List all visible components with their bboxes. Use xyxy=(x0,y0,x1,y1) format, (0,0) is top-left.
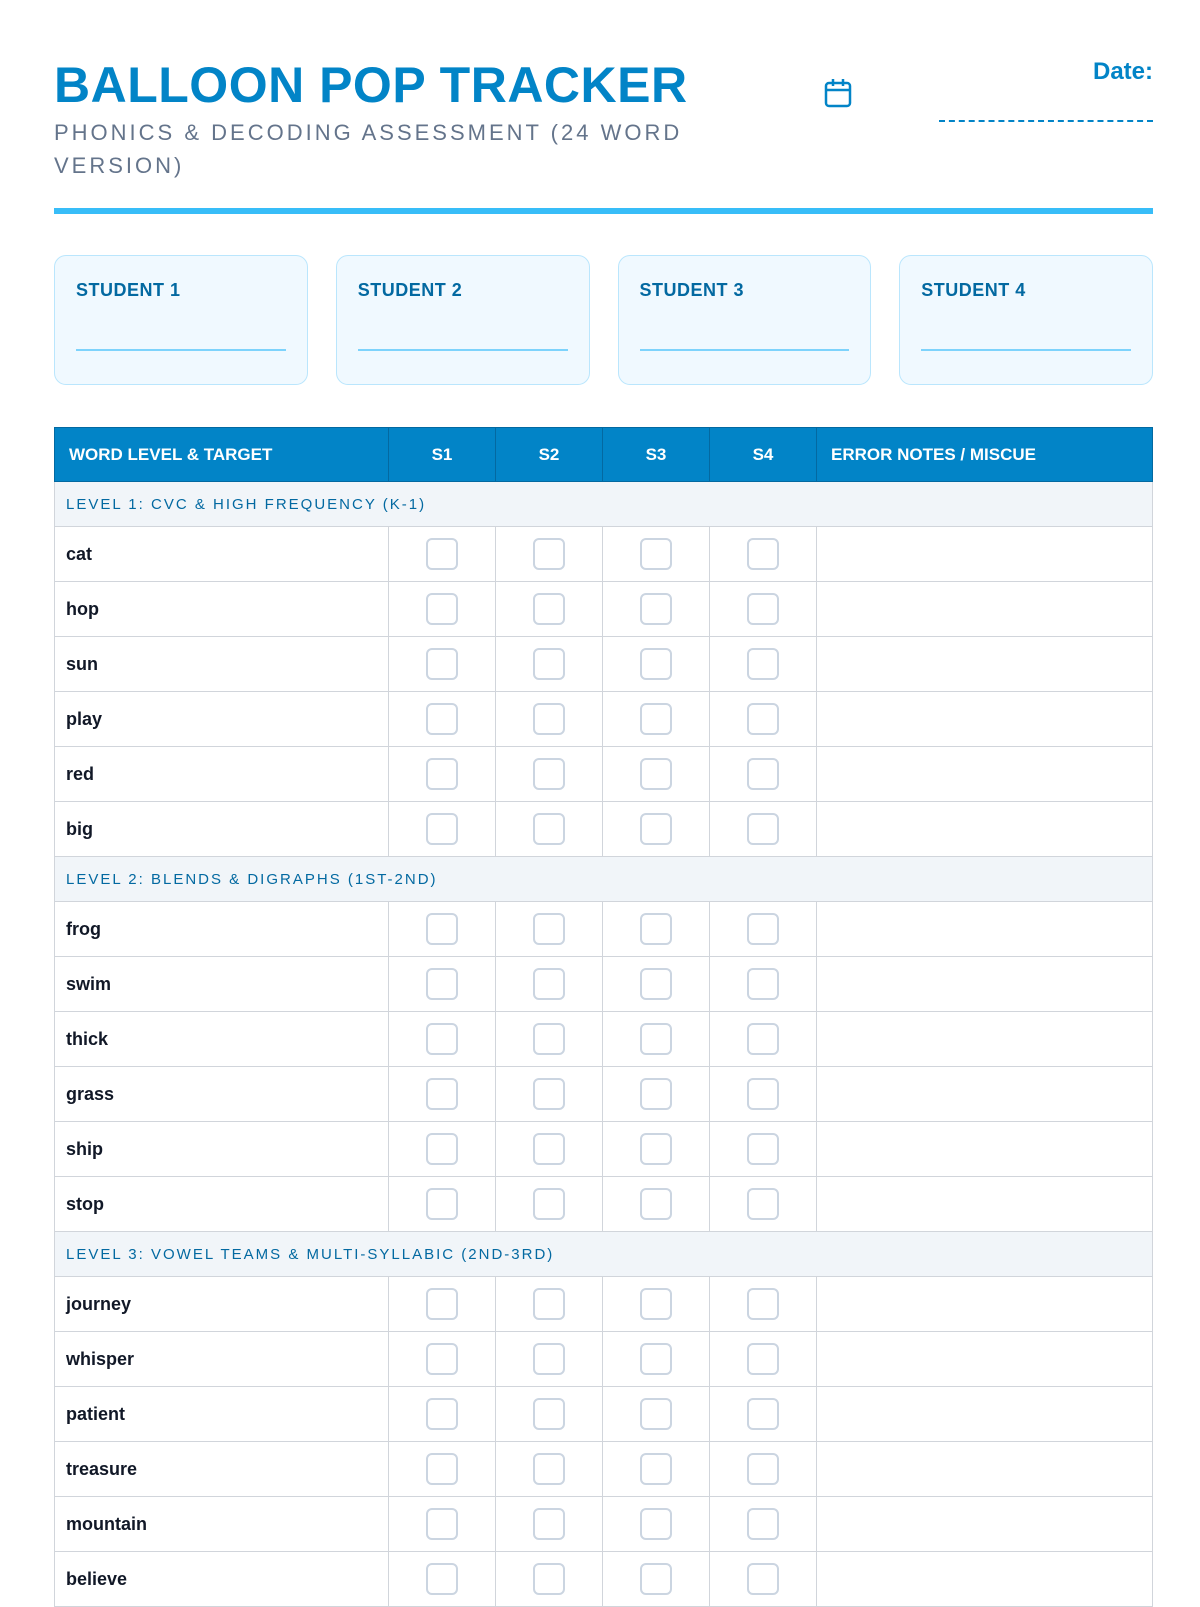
student-2-checkbox[interactable] xyxy=(533,813,565,845)
student-2-checkbox[interactable] xyxy=(533,1563,565,1595)
student-3-checkbox[interactable] xyxy=(640,1398,672,1430)
table-row xyxy=(55,1067,1153,1122)
error-notes-cell[interactable] xyxy=(817,1332,1153,1387)
student-1-checkbox[interactable] xyxy=(426,1563,458,1595)
date-label: Date: xyxy=(1092,58,1153,85)
calendar-icon xyxy=(824,78,852,108)
student-2-checkbox[interactable] xyxy=(533,968,565,1000)
target-word: journey xyxy=(55,1277,389,1332)
table-row xyxy=(55,802,1153,857)
student-2-checkbox[interactable] xyxy=(533,648,565,680)
student-cards xyxy=(54,255,1153,385)
student-name-field[interactable] xyxy=(640,349,850,351)
column-header: WORD LEVEL & TARGET xyxy=(55,428,389,482)
column-header: ERROR NOTES / MISCUE xyxy=(817,428,1153,482)
target-word: mountain xyxy=(55,1497,389,1552)
table-row xyxy=(55,1177,1153,1232)
error-notes-cell[interactable] xyxy=(817,1122,1153,1177)
student-2-checkbox[interactable] xyxy=(533,1453,565,1485)
student-label: STUDENT 3 xyxy=(639,280,745,300)
student-1-checkbox[interactable] xyxy=(426,703,458,735)
section-label: LEVEL 2: BLENDS & DIGRAPHS (1ST-2ND) xyxy=(55,857,1153,902)
student-2-checkbox[interactable] xyxy=(533,1133,565,1165)
error-notes-cell[interactable] xyxy=(817,1277,1153,1332)
section-row xyxy=(55,857,1153,902)
student-3-checkbox[interactable] xyxy=(640,648,672,680)
student-4-checkbox[interactable] xyxy=(747,1398,779,1430)
student-name-field[interactable] xyxy=(76,349,286,351)
error-notes-cell[interactable] xyxy=(817,637,1153,692)
error-notes-cell[interactable] xyxy=(817,692,1153,747)
target-word: play xyxy=(55,692,389,747)
table-row xyxy=(55,747,1153,802)
student-4-checkbox[interactable] xyxy=(747,703,779,735)
student-4-checkbox[interactable] xyxy=(747,538,779,570)
column-header: S2 xyxy=(496,428,603,482)
table-row xyxy=(55,1497,1153,1552)
student-4-checkbox[interactable] xyxy=(747,1508,779,1540)
student-4-checkbox[interactable] xyxy=(747,593,779,625)
student-4-checkbox[interactable] xyxy=(747,813,779,845)
error-notes-cell[interactable] xyxy=(817,1442,1153,1497)
section-label: LEVEL 1: CVC & HIGH FREQUENCY (K-1) xyxy=(55,482,1153,527)
student-3-checkbox[interactable] xyxy=(640,1508,672,1540)
student-3-checkbox[interactable] xyxy=(640,593,672,625)
section-label: LEVEL 3: VOWEL TEAMS & MULTI-SYLLABIC (2ND-3RD) xyxy=(55,1232,1153,1277)
error-notes-cell[interactable] xyxy=(817,957,1153,1012)
student-4-checkbox[interactable] xyxy=(747,1453,779,1485)
student-1-checkbox[interactable] xyxy=(426,1508,458,1540)
student-label: STUDENT 2 xyxy=(357,280,463,300)
target-word: hop xyxy=(55,582,389,637)
error-notes-cell[interactable] xyxy=(817,802,1153,857)
student-4-checkbox[interactable] xyxy=(747,1023,779,1055)
error-notes-cell[interactable] xyxy=(817,1067,1153,1122)
column-header: S4 xyxy=(710,428,817,482)
error-notes-cell[interactable] xyxy=(817,1497,1153,1552)
student-3-checkbox[interactable] xyxy=(640,1563,672,1595)
table-row xyxy=(55,1442,1153,1497)
student-3-checkbox[interactable] xyxy=(640,968,672,1000)
student-1-checkbox[interactable] xyxy=(426,593,458,625)
student-1-checkbox[interactable] xyxy=(426,1188,458,1220)
table-row xyxy=(55,957,1153,1012)
student-1-checkbox[interactable] xyxy=(426,538,458,570)
table-row xyxy=(55,1122,1153,1177)
table-row xyxy=(55,1332,1153,1387)
student-1-checkbox[interactable] xyxy=(426,1288,458,1320)
student-4-checkbox[interactable] xyxy=(747,1133,779,1165)
table-row xyxy=(55,637,1153,692)
student-2-checkbox[interactable] xyxy=(533,1288,565,1320)
student-2-checkbox[interactable] xyxy=(533,1078,565,1110)
student-1-checkbox[interactable] xyxy=(426,758,458,790)
student-3-checkbox[interactable] xyxy=(640,813,672,845)
student-4-checkbox[interactable] xyxy=(747,1343,779,1375)
student-card xyxy=(618,255,872,385)
target-word: stop xyxy=(55,1177,389,1232)
student-4-checkbox[interactable] xyxy=(747,1188,779,1220)
student-4-checkbox[interactable] xyxy=(747,1563,779,1595)
target-word: ship xyxy=(55,1122,389,1177)
table-row xyxy=(55,1552,1153,1607)
error-notes-cell[interactable] xyxy=(817,1012,1153,1067)
table-row xyxy=(55,582,1153,637)
student-1-checkbox[interactable] xyxy=(426,1343,458,1375)
student-1-checkbox[interactable] xyxy=(426,813,458,845)
student-label: STUDENT 4 xyxy=(921,280,1026,300)
student-2-checkbox[interactable] xyxy=(533,758,565,790)
target-word: swim xyxy=(55,957,389,1012)
error-notes-cell[interactable] xyxy=(817,1552,1153,1607)
table-row xyxy=(55,692,1153,747)
date-field[interactable] xyxy=(939,120,1153,122)
student-1-checkbox[interactable] xyxy=(426,1133,458,1165)
target-word: cat xyxy=(55,527,389,582)
table-row xyxy=(55,527,1153,582)
student-1-checkbox[interactable] xyxy=(426,1453,458,1485)
student-1-checkbox[interactable] xyxy=(426,1078,458,1110)
student-4-checkbox[interactable] xyxy=(747,968,779,1000)
student-3-checkbox[interactable] xyxy=(640,913,672,945)
student-4-checkbox[interactable] xyxy=(747,1078,779,1110)
student-card xyxy=(54,255,308,385)
student-2-checkbox[interactable] xyxy=(533,913,565,945)
error-notes-cell[interactable] xyxy=(817,747,1153,802)
student-3-checkbox[interactable] xyxy=(640,1188,672,1220)
student-2-checkbox[interactable] xyxy=(533,1398,565,1430)
student-1-checkbox[interactable] xyxy=(426,968,458,1000)
student-1-checkbox[interactable] xyxy=(426,1023,458,1055)
student-name-field[interactable] xyxy=(921,349,1131,351)
table-row xyxy=(55,1277,1153,1332)
target-word: sun xyxy=(55,637,389,692)
student-3-checkbox[interactable] xyxy=(640,1133,672,1165)
student-2-checkbox[interactable] xyxy=(533,703,565,735)
student-4-checkbox[interactable] xyxy=(747,758,779,790)
student-4-checkbox[interactable] xyxy=(747,913,779,945)
target-word: whisper xyxy=(55,1332,389,1387)
student-2-checkbox[interactable] xyxy=(533,1508,565,1540)
page-title: BALLOON POP TRACKER xyxy=(54,57,688,113)
student-1-checkbox[interactable] xyxy=(426,648,458,680)
error-notes-cell[interactable] xyxy=(817,1177,1153,1232)
student-3-checkbox[interactable] xyxy=(640,1453,672,1485)
student-2-checkbox[interactable] xyxy=(533,538,565,570)
student-2-checkbox[interactable] xyxy=(533,1023,565,1055)
student-card xyxy=(336,255,590,385)
column-header: S1 xyxy=(389,428,496,482)
student-3-checkbox[interactable] xyxy=(640,1078,672,1110)
error-notes-cell[interactable] xyxy=(817,527,1153,582)
student-3-checkbox[interactable] xyxy=(640,538,672,570)
table-row xyxy=(55,1387,1153,1442)
error-notes-cell[interactable] xyxy=(817,582,1153,637)
section-row xyxy=(55,482,1153,527)
student-3-checkbox[interactable] xyxy=(640,1288,672,1320)
student-1-checkbox[interactable] xyxy=(426,913,458,945)
table-header xyxy=(55,428,1153,482)
table-row xyxy=(55,1012,1153,1067)
target-word: big xyxy=(55,802,389,857)
error-notes-cell[interactable] xyxy=(817,1387,1153,1442)
student-2-checkbox[interactable] xyxy=(533,1188,565,1220)
student-3-checkbox[interactable] xyxy=(640,1343,672,1375)
error-notes-cell[interactable] xyxy=(817,902,1153,957)
student-name-field[interactable] xyxy=(358,349,568,351)
page-subtitle: PHONICS & DECODING ASSESSMENT (24 WORD VERSION) xyxy=(54,120,683,178)
student-4-checkbox[interactable] xyxy=(747,648,779,680)
header-divider xyxy=(54,208,1153,214)
student-3-checkbox[interactable] xyxy=(640,703,672,735)
student-3-checkbox[interactable] xyxy=(640,1023,672,1055)
student-label: STUDENT 1 xyxy=(76,280,181,300)
target-word: grass xyxy=(55,1067,389,1122)
table-row xyxy=(55,902,1153,957)
section-row xyxy=(55,1232,1153,1277)
target-word: red xyxy=(55,747,389,802)
student-2-checkbox[interactable] xyxy=(533,1343,565,1375)
target-word: patient xyxy=(55,1387,389,1442)
column-header: S3 xyxy=(603,428,710,482)
student-card xyxy=(899,255,1153,385)
target-word: frog xyxy=(55,902,389,957)
tracker-table xyxy=(54,427,1153,1607)
target-word: believe xyxy=(55,1552,389,1607)
student-4-checkbox[interactable] xyxy=(747,1288,779,1320)
target-word: treasure xyxy=(55,1442,389,1497)
student-2-checkbox[interactable] xyxy=(533,593,565,625)
target-word: thick xyxy=(55,1012,389,1067)
student-3-checkbox[interactable] xyxy=(640,758,672,790)
student-1-checkbox[interactable] xyxy=(426,1398,458,1430)
